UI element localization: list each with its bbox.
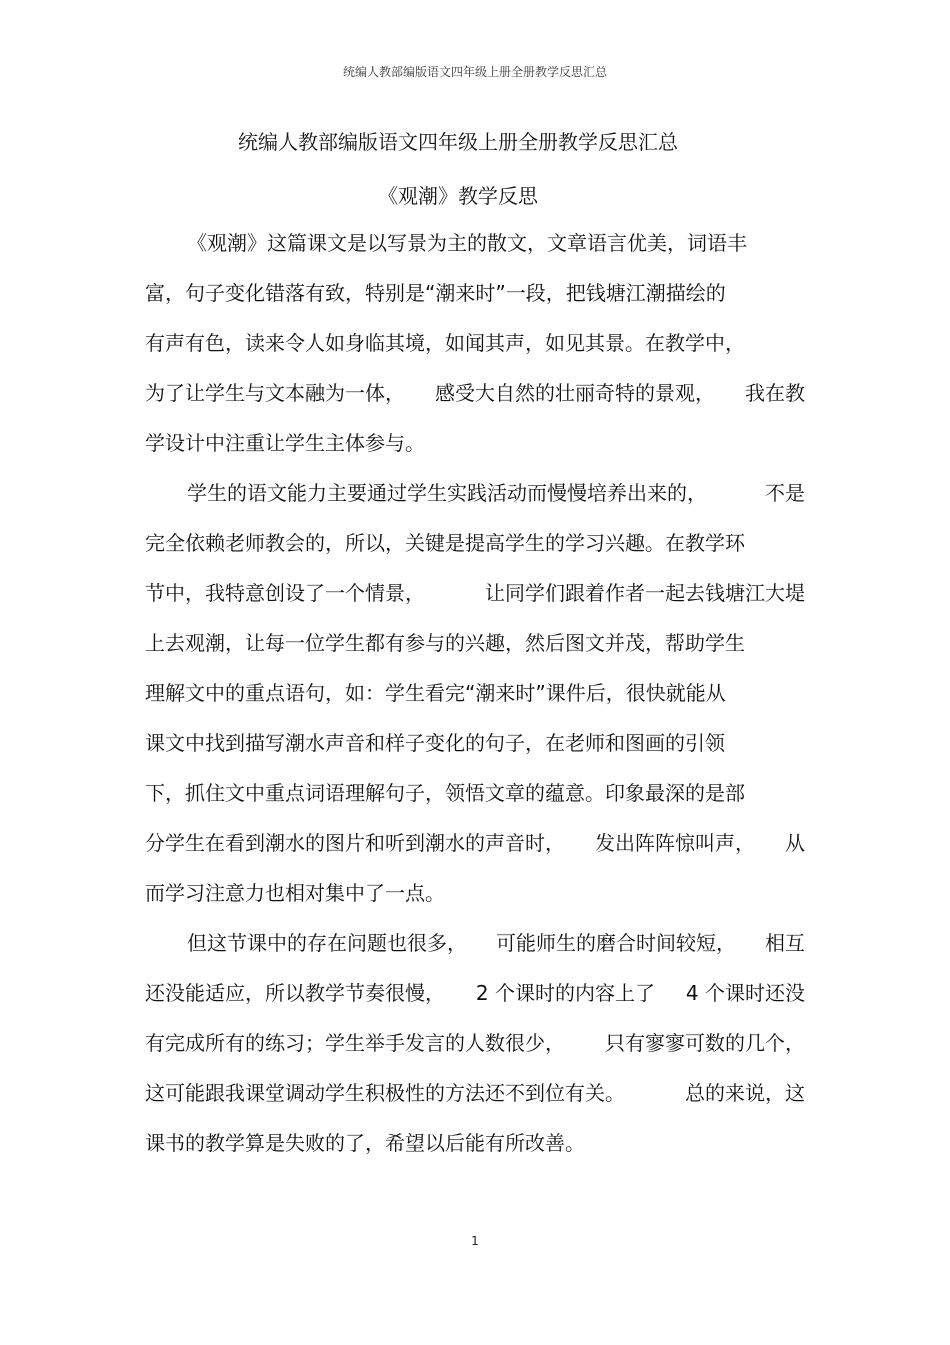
text-segment: 分学生在看到潮水的图片和听到潮水的声音时， [145,831,565,855]
text-line: 富，句子变化错落有致，特别是“潮来时”一段，把钱塘江潮描绘的 [145,281,726,305]
text-line [145,579,805,607]
text-line [145,379,805,407]
text-line: 理解文中的重点语句，如：学生看完“潮来时”课件后，很快就能从 [145,681,726,705]
text-line: 下，抓住文中重点词语理解句子，领悟文章的蕴意。印象最深的是部 [145,781,745,805]
text-segment: 发出阵阵惊叫声， [595,831,755,855]
text-line: 课文中找到描写潮水声音和样子变化的句子，在老师和图画的引领 [145,731,725,755]
text-segment: 只有寥寥可数的几个， [605,1031,805,1055]
text-segment: 感受大自然的壮丽奇特的景观， [435,381,715,405]
text-segment: 不是 [765,481,805,505]
text-segment: 节中，我特意创设了一个情景， [145,581,425,605]
text-segment: 还没能适应，所以教学节奏很慢， [145,981,445,1005]
page-number: 1 [471,1234,479,1248]
text-segment: 4 个课时还没 [685,981,805,1005]
text-segment: 可能师生的磨合时间较短， [496,931,736,955]
text-segment: 让同学们跟着作者一起去钱塘江大堤 [485,581,805,605]
text-line [145,979,805,1007]
text-segment: 相互 [765,931,805,955]
text-line [187,929,805,957]
text-line: 而学习注意力也相对集中了一点。 [145,881,445,905]
text-line [187,479,805,507]
text-line: 课书的教学算是失败的了，希望以后能有所改善。 [145,1131,585,1155]
text-line: 上去观潮，让每一位学生都有参与的兴趣，然后图文并茂，帮助学生 [145,631,745,655]
text-segment: 总的来说，这 [685,1081,805,1105]
document-title: 统编人教部编版语文四年级上册全册教学反思汇总 [238,130,678,154]
text-line [145,829,805,857]
text-segment: 学生的语文能力主要通过学生实践活动而慢慢培养出来的， [187,481,707,505]
text-segment: 为了让学生与文本融为一体， [145,381,405,405]
text-line: 有声有色，读来令人如身临其境，如闻其声，如见其景。在教学中， [145,331,745,355]
text-segment: 从 [785,831,805,855]
text-line [145,1079,805,1107]
text-line: 《观潮》这篇课文是以写景为主的散文，文章语言优美，词语丰 [187,231,747,255]
section-title: 《观潮》教学反思 [378,184,538,208]
text-line: 学设计中注重让学生主体参与。 [145,431,425,455]
text-segment: 2 个课时的内容上了 [475,981,655,1005]
text-segment: 但这节课中的存在问题也很多， [187,931,467,955]
text-segment: 有完成所有的练习；学生举手发言的人数很少， [145,1031,565,1055]
text-line [145,1029,805,1057]
text-segment: 我在教 [745,381,805,405]
running-header: 统编人教部编版语文四年级上册全册教学反思汇总 [342,65,607,79]
text-segment: 这可能跟我课堂调动学生积极性的方法还不到位有关。 [145,1081,625,1105]
text-line: 完全依赖老师教会的，所以，关键是提高学生的学习兴趣。在教学环 [145,531,745,555]
